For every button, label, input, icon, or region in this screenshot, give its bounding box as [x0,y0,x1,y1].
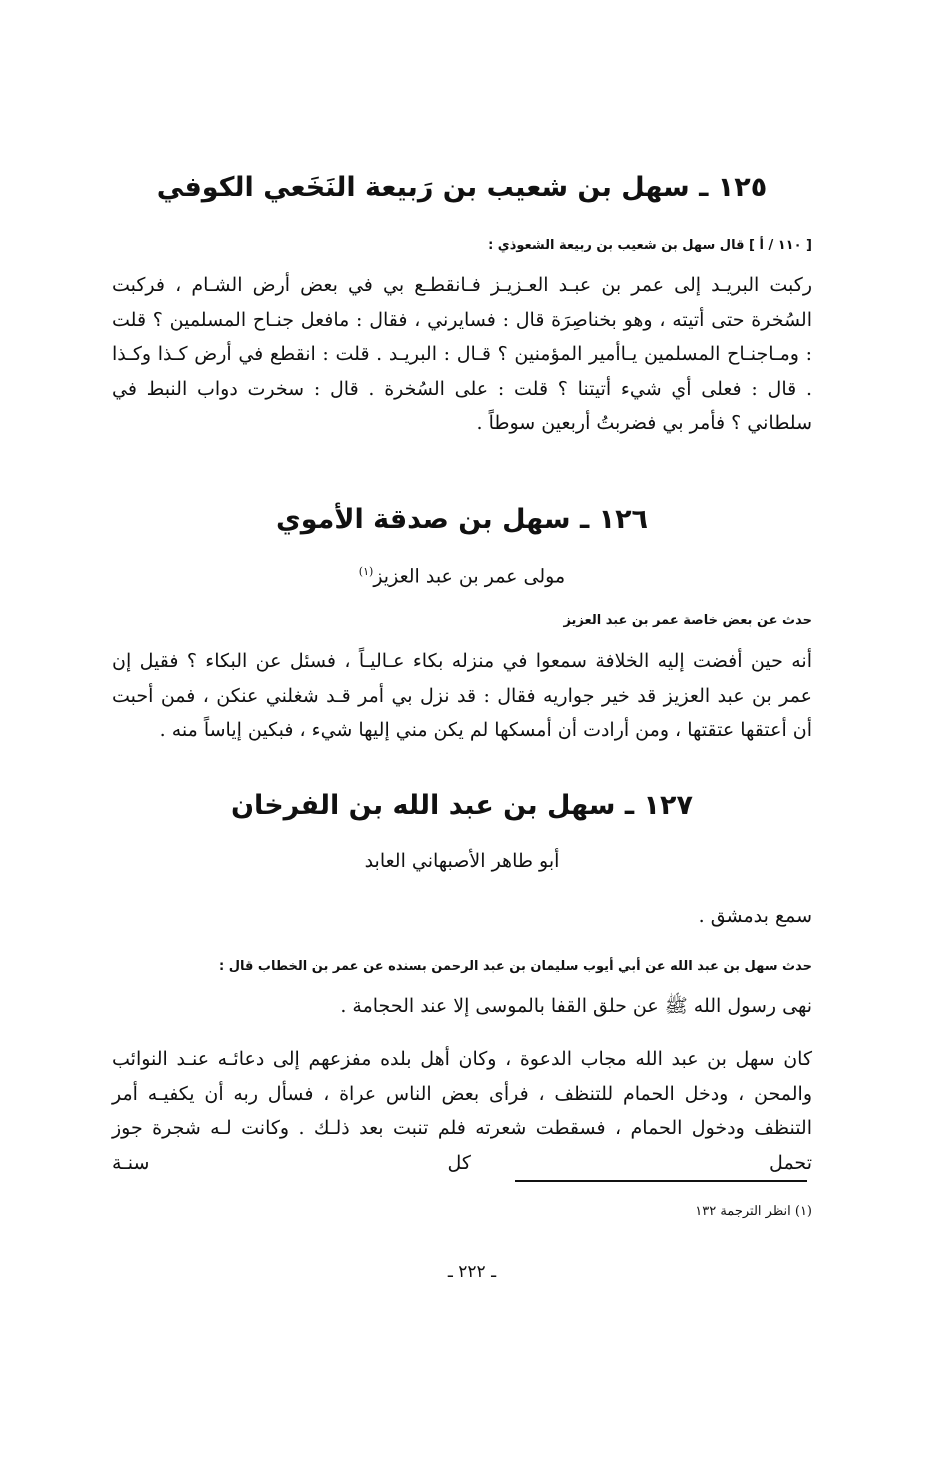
footnote-divider [515,1180,807,1182]
entry-127-heard: سمع بدمشق . [698,905,812,927]
entry-126-text: أنه حين أفضت إليه الخلافة سمعوا في منزله بكاء عـاليـاً ، فسئل عن البكاء ؟ فقيل إن عمر بن عبد العزيز قد خير جواريه فقال : قد نزل بي أمر قـد شغلني عنكن ، فمن أحبت أن أعتقها عتقتها ، ومن أرادت أن أمسكها لم يكن مني إليها شيء ، فبكين إياساً منه . [112,650,812,741]
entry-125-text: ركبت البريـد إلى عمر بن عبـد العـزيـز فـانقطـع بي في بعض أرض الشـام ، فركبت السُخرة حتى أتيته ، وهو بخناصِرَة قال : فسايرني ، فقال : مافعل جنـاح المسلمين ؟ قلت : ومـاجنـاح المسلمين يـاأمير المؤمنين ؟ قـال : البريـد . قلت : انقطع في أرض كـذا وكـذا . قال : فعلى أي شيء أتيتنا ؟ قلت : على السُخرة . قال : سخرت دواب النبط في سلطاني ؟ فأمر بي فضربتُ أربعين سوطاً . [112,274,812,434]
entry-126-subtitle [112,556,812,592]
entry-127-text: كان سهل بن عبد الله مجاب الدعوة ، وكان أهل بلده مفزعهم إلى دعائـه عنـد النوائب والمحن ، ودخل الحمام للتنظف ، فرأى بعض الناس عراة ، فسأل ربه أن يكفيـه أمر التنظف ودخول الحمام ، فسقطت شعرته فلم تنبت بعد ذلـك . وكانت لـه شجرة جوز تحمل كل سنـة [112,1048,812,1174]
entry-127-hadith: نهى رسول الله ﷺ عن حلق القفا بالموسى إلا عند الحجامة . [340,995,812,1017]
footnote: (١) انظر الترجمة ١٣٢ [695,1204,812,1219]
entry-127-chain: حدث سهل بن عبد الله عن أبي أيوب سليمان بن عبد الرحمن بسنده عن عمر بن الخطاب قال : [218,959,812,974]
entry-126-chain: حدث عن بعض خاصة عمر بن عبد العزيز [563,613,812,628]
entry-125-chain: [ ١١٠ / أ ] قال سهل بن شعيب بن ربيعة الشعوذي : [488,238,812,253]
entry-127-title: ١٢٧ ـ سهل بن عبد الله بن الفرخان [231,790,693,821]
entry-127-subtitle: أبو طاهر الأصبهاني العابد [364,850,560,872]
entry-126-subtitle-text: مولى عمر بن عبد العزيز [373,565,566,588]
page-number: ـ ٢٢٢ ـ [447,1262,497,1282]
entry-126-title: ١٢٦ ـ سهل بن صدقة الأموي [275,504,649,535]
entry-125-title: ١٢٥ ـ سهل بن شعيب بن رَبيعة النَخَعي الكوفي [156,172,768,203]
footnote-marker: (١) [358,565,374,578]
